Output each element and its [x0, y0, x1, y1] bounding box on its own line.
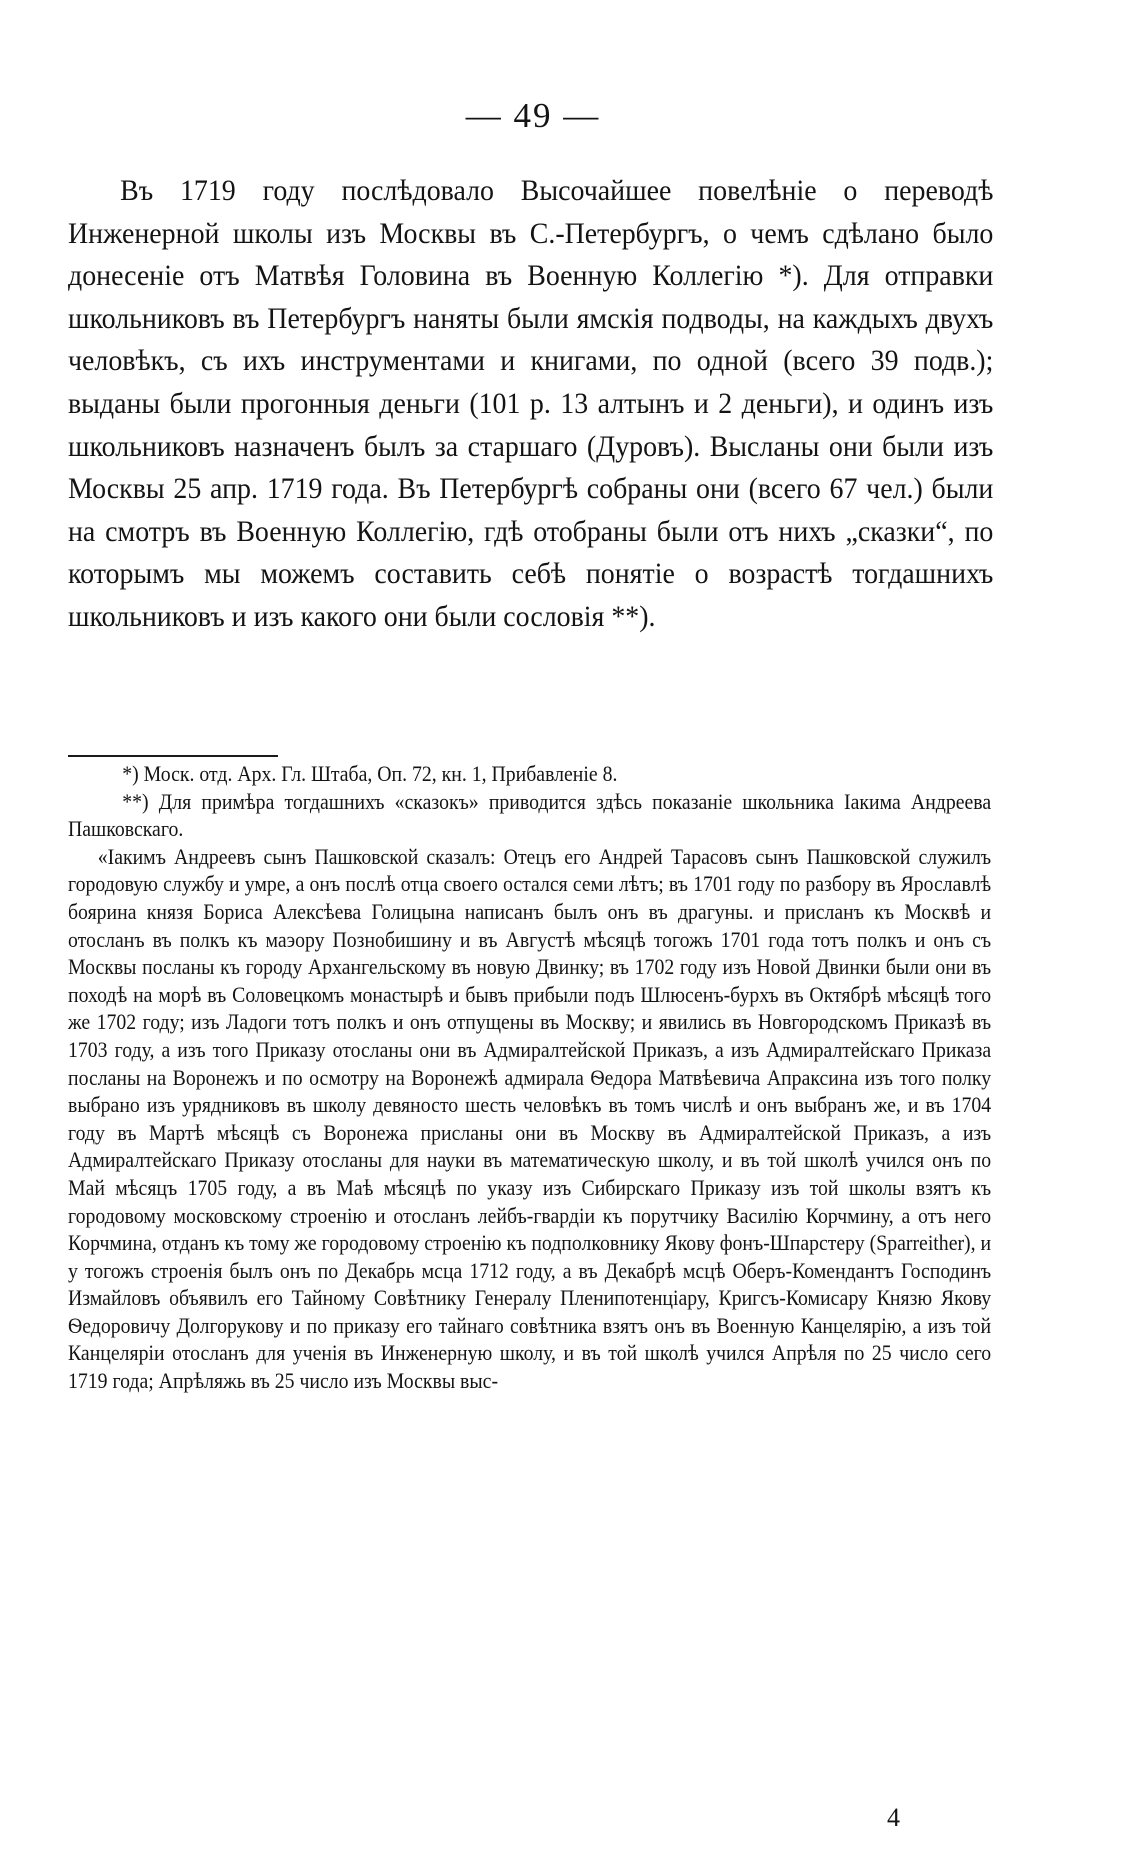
footnote-separator-rule: [68, 755, 278, 757]
footnote-quoted-testimony: «Іакимъ Андреевъ сынъ Пашковской сказалъ: Отецъ его Андрей Тарасовъ сынъ Пашковской служилъ городовую службу и умре, а онъ послѣ отца своего остался семи лѣтъ; въ 1701 году по разбору въ Ярославлѣ боярина князя Бориса Алексѣева Голицына написанъ былъ онъ въ драгуны. и присланъ къ Москвѣ и отосланъ въ полкъ къ маэору Познобишину и въ Августѣ мѣсяцѣ тогожъ 1701 года тотъ полкъ и онъ съ Москвы посланы къ городу Архангельскому въ новую Двинку; въ 1702 году изъ Новой Двинки были они въ походѣ на морѣ въ Соловецкомъ монастырѣ и бывъ прибыли подъ Шлюсенъ-бурхъ въ Октябрѣ мѣсяцѣ того же 1702 году; изъ Ладоги тотъ полкъ и онъ отпущены въ Москву; и явились въ Новгородскомъ Приказѣ въ 1703 году, а изъ того Приказу отосланы они въ Адмиралтейской Приказъ, а изъ Адмиралтейскаго Приказа посланы на Воронежъ и по осмотру на Воронежѣ адмирала Ѳедора Матвѣевича Апраксина изъ того полку выбрано изъ урядниковъ въ школу девяносто шесть человѣкъ въ томъ числѣ и онъ выбранъ же, и въ 1704 году въ Мартѣ мѣсяцѣ съ Воронежа присланы они въ Москву въ Адмиралтейской Приказъ, а изъ Адмиралтейскаго Приказу отосланы для науки въ математическую школу, и въ той школѣ учился онъ по Май мѣсяцъ 1705 году, а въ Маѣ мѣсяцѣ по указу изъ Сибирскаго Приказу изъ той школы взятъ къ городовому московскому строенію и отосланъ лейбъ-гвардіи къ порутчику Василію Корчмину, а отъ него Корчмина, отданъ къ тому же городовому строенію къ подполковнику Якову фонъ-Шпарстеру (Sparreither), и у тогожъ строенія былъ онъ по Декабрь мсца 1712 году, а въ Декабрѣ мсцѣ Оберъ-Комендантъ Господинъ Измайловъ объявилъ его Тайному Совѣтнику Генералу Пленипотенціару, Кригсъ-Комисару Князю Якову Ѳедоровичу Долгорукову и по приказу его тайнаго совѣтника взятъ онъ въ Военную Канцелярію, а изъ той Канцеляріи отосланъ для ученія въ Инженерную школу, и въ той школѣ учился Апрѣля по 25 число сего 1719 года; Апрѣляжь въ 25 число изъ Москвы выс-: [68, 843, 992, 1394]
footnote-archive-reference: *) Моск. отд. Арх. Гл. Штаба, Оп. 72, кн. 1, Прибавленіе 8.: [122, 761, 618, 786]
main-paragraph: Въ 1719 году послѣдовало Высочайшее повелѣніе о переводѣ Инженерной школы изъ Москвы въ С.-Петербургъ, о чемъ сдѣлано было донесеніе отъ Матвѣя Головина въ Военную Коллегію *). Для отправки школьниковъ въ Петербургъ наняты были ямскія подводы, на каждыхъ двухъ человѣкъ, съ ихъ инструментами и книгами, по одной (всего 39 подв.); выданы были прогонныя деньги (101 р. 13 алтынъ и 2 деньги), и одинъ изъ школьниковъ назначенъ былъ за старшаго (Дуровъ). Высланы они были изъ Москвы 25 апр. 1719 года. Въ Петербургѣ собраны они (всего 67 чел.) были на смотръ въ Военную Коллегію, гдѣ отобраны были отъ нихъ „сказки“, по которымъ мы можемъ составить себѣ понятіе о возрастѣ тогдашнихъ школьниковъ и изъ какого они были сословія **).: [68, 174, 994, 633]
printer-signature-mark: 4: [887, 1803, 900, 1832]
footnotes-block: [68, 760, 991, 1395]
footnote-example-intro: **) Для примѣра тогдашнихъ «сказокъ» приводится здѣсь показаніе школьника Іакима Андреева Пашковскаго.: [68, 788, 992, 842]
page-number: — 49 —: [465, 96, 601, 135]
